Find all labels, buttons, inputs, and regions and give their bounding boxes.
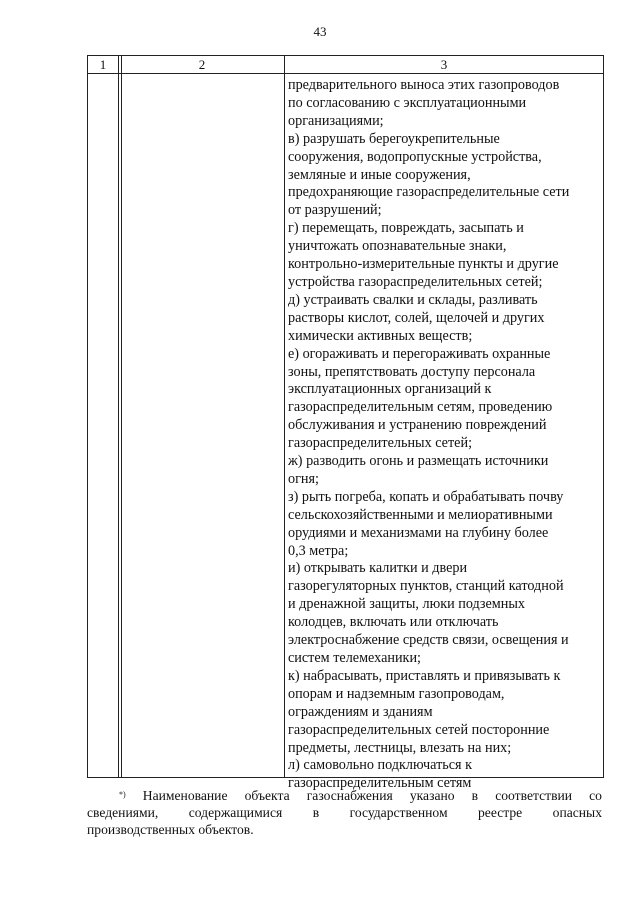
cell-text-line: организациями;	[288, 112, 384, 129]
cell-text-line: е) огораживать и перегораживать охранные	[288, 345, 551, 362]
cell-text-line: газораспределительным сетям	[288, 775, 472, 792]
cell-text-line: от разрушений;	[288, 202, 382, 219]
cell-text-line: сооружения, водопропускные устройства,	[288, 148, 542, 165]
page-number: 43	[313, 24, 327, 39]
cell-text-line: 0,3 метра;	[288, 542, 349, 559]
footnote	[87, 787, 602, 838]
cell-text-line: химически активных веществ;	[288, 327, 473, 344]
cell-text-line: сельскохозяйственными и мелиоративными	[288, 506, 553, 523]
cell-text-line: газораспределительным сетям, проведению	[288, 399, 553, 416]
header-col-3: 3	[440, 57, 448, 72]
cell-text-line: газорегуляторных пунктов, станций катодной	[288, 578, 564, 595]
cell-text-line: обслуживания и устранению повреждений	[288, 417, 547, 434]
cell-text-line: земляные и иные сооружения,	[288, 166, 471, 183]
cell-text-line: огня;	[288, 470, 319, 487]
cell-text-line: предметы, лестницы, влезать на них;	[288, 739, 512, 756]
cell-text-line: л) самовольно подключаться к	[288, 757, 473, 774]
cell-text-line: газораспределительных сетей;	[288, 435, 473, 452]
header-col-1: 1	[99, 57, 107, 72]
cell-text-line: орудиями и механизмами на глубину более	[288, 524, 549, 541]
cell-text-line: растворы кислот, солей, щелочей и других	[288, 309, 545, 326]
cell-text-line: ограждениям и зданиям	[288, 703, 433, 720]
cell-text-line: электроснабжение средств связи, освещения и	[288, 632, 569, 649]
footnote-line-1: *) Наименование объекта газоснабжения указано в соответствии со	[119, 788, 602, 803]
footnote-line-3: производственных объектов.	[87, 822, 254, 837]
cell-text-line: газораспределительных сетей посторонние	[288, 721, 550, 738]
cell-text-line: контрольно-измерительные пункты и другие	[288, 256, 559, 273]
cell-text-line: ж) разводить огонь и размещать источники	[288, 453, 549, 470]
cell-text-line: уничтожать опознавательные знаки,	[288, 238, 507, 255]
cell-text-line: к) набрасывать, приставлять и привязывать к	[288, 667, 561, 684]
column-divider-1	[118, 56, 122, 777]
table-cell-col-3	[288, 77, 600, 793]
cell-text-line: и) открывать калитки и двери	[288, 560, 468, 577]
cell-text-line: и дренажной защиты, люки подземных	[288, 596, 525, 613]
cell-text-line: предохраняющие газораспределительные сети	[288, 184, 570, 201]
cell-text-line: предварительного выноса этих газопроводов	[288, 77, 560, 93]
cell-text-line: в) разрушать берегоукрепительные	[288, 130, 500, 147]
cell-text-line: г) перемещать, повреждать, засыпать и	[288, 220, 524, 237]
table-header-row	[88, 56, 603, 74]
cell-text-line: колодцев, включать или отключать	[288, 614, 499, 631]
cell-text-line: систем телемеханики;	[288, 650, 421, 666]
cell-text-line: зоны, препятствовать доступу персонала	[288, 363, 536, 380]
cell-text-line: эксплуатационных организаций к	[288, 381, 492, 398]
cell-text-line: д) устраивать свалки и склады, разливать	[288, 291, 538, 308]
cell-text-line: по согласованию с эксплуатационными	[288, 94, 527, 111]
cell-text-line: опорам и надземным газопроводам,	[288, 685, 505, 702]
document-table	[87, 55, 604, 792]
cell-text-line: з) рыть погреба, копать и обрабатывать почву	[288, 488, 564, 505]
header-col-2: 2	[198, 57, 206, 72]
footnote-line-2: сведениями, содержащимися в государственном реестре опасных	[87, 805, 602, 820]
cell-text-line: устройства газораспределительных сетей;	[288, 273, 543, 290]
column-divider-2	[284, 56, 285, 777]
footnote-marker: *)	[119, 790, 126, 799]
